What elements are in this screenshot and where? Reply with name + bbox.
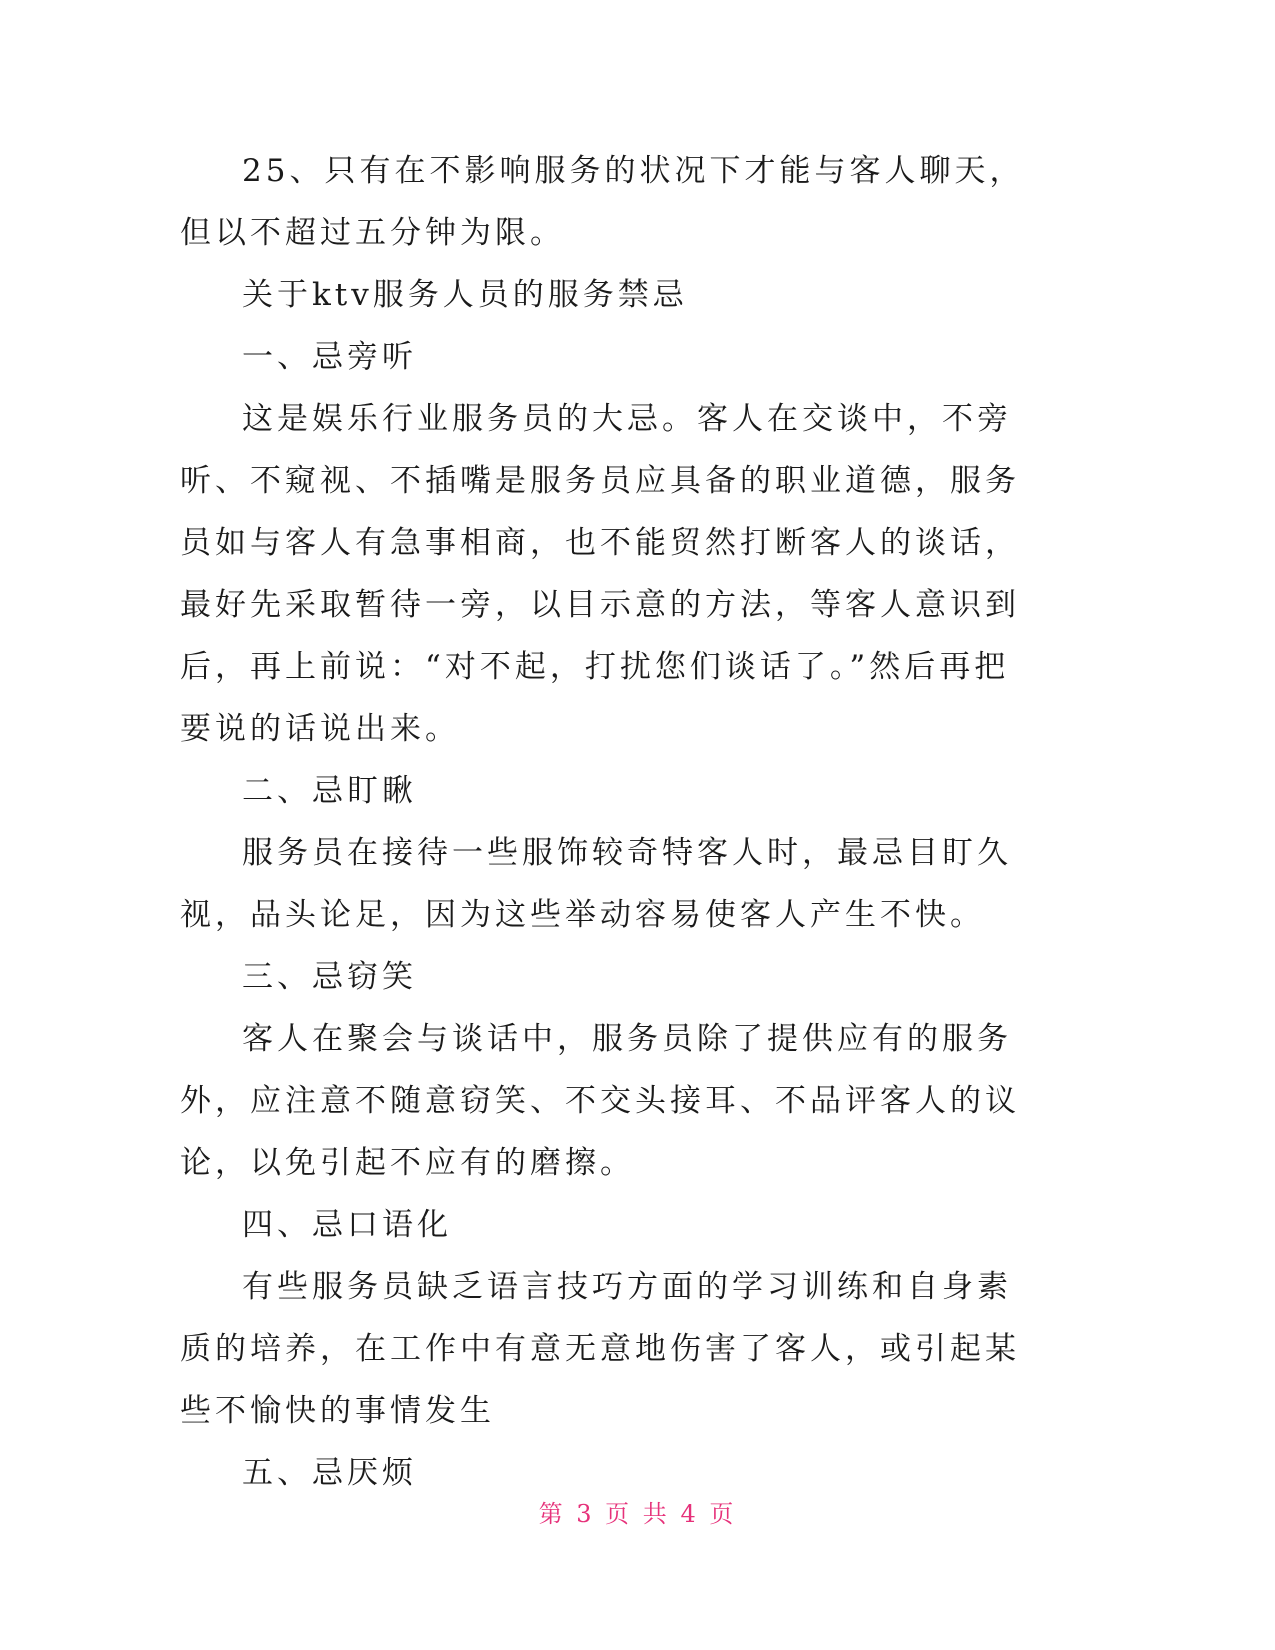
paragraph-1: 这是娱乐行业服务员的大忌。客人在交谈中，不旁听、不窥视、不插嘴是服务员应具备的职业道德，服务员如与客人有急事相商，也不能贸然打断客人的谈话，最好先采取暂待一旁，以目示意的方法，等客人意识到后，再上前说：“对不起，打扰您们谈话了。”然后再把要说的话说出来。	[180, 401, 1020, 747]
paragraph-item-25: 25、只有在不影响服务的状况下才能与客人聊天，但以不超过五分钟为限。	[180, 153, 1025, 251]
heading-5: 五、忌厌烦	[242, 1455, 417, 1491]
heading-2: 二、忌盯瞅	[242, 773, 417, 809]
heading-4: 四、忌口语化	[242, 1207, 452, 1243]
heading-1: 一、忌旁听	[242, 339, 417, 375]
document-body	[180, 140, 1040, 1504]
paragraph-4: 有些服务员缺乏语言技巧方面的学习训练和自身素质的培养，在工作中有意无意地伤害了客人，或引起某些不愉快的事情发生	[180, 1269, 1020, 1429]
heading-3: 三、忌窃笑	[242, 959, 417, 995]
paragraph-3: 客人在聚会与谈话中，服务员除了提供应有的服务外，应注意不随意窃笑、不交头接耳、不品评客人的议论，以免引起不应有的磨擦。	[180, 1021, 1020, 1181]
page-number-footer: 第 3 页 共 4 页	[538, 1500, 737, 1528]
section-title: 关于ktv服务人员的服务禁忌	[242, 277, 688, 313]
paragraph-2: 服务员在接待一些服饰较奇特客人时，最忌目盯久视，品头论足，因为这些举动容易使客人产生不快。	[180, 835, 1012, 933]
